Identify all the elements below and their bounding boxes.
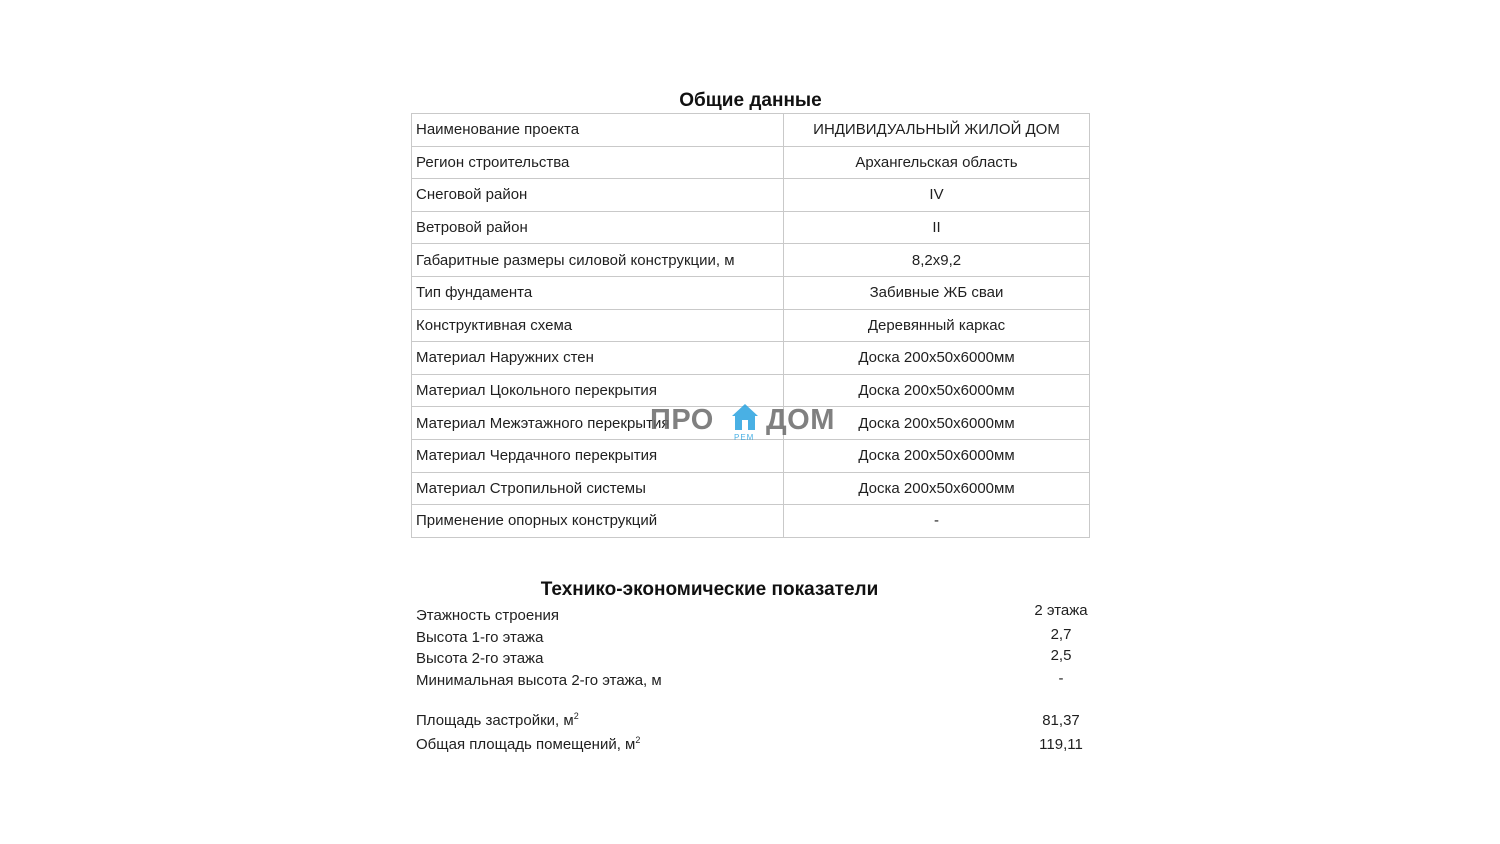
tech-row-label: Минимальная высота 2-го этажа, м (416, 672, 662, 689)
row-value: 8,2x9,2 (784, 244, 1090, 277)
table-row (412, 374, 1090, 407)
tech-row-label (416, 712, 579, 729)
tech-row (416, 672, 1096, 692)
row-label: Материал Чердачного перекрытия (412, 439, 784, 472)
tech-row (416, 649, 1096, 669)
tech-row-label: Высота 2-го этажа (416, 650, 544, 667)
row-label: Габаритные размеры силовой конструкции, м (412, 244, 784, 277)
tech-row (416, 627, 1096, 647)
row-value: Деревянный каркас (784, 309, 1090, 342)
tech-row-value: - (1058, 670, 1064, 687)
row-value: Архангельская область (784, 146, 1090, 179)
table-row (412, 505, 1090, 538)
general-data-table (411, 113, 1090, 538)
table-row (412, 211, 1090, 244)
table-row (412, 309, 1090, 342)
row-label: Материал Наружних стен (412, 342, 784, 375)
tech-row-value: 2,7 (1050, 626, 1072, 643)
tech-row-label: Этажность строения (416, 607, 560, 624)
row-label: Применение опорных конструкций (412, 505, 784, 538)
row-label: Наименование проекта (412, 114, 784, 147)
tech-row-label-text: Общая площадь помещений, м (416, 736, 636, 753)
watermark-small-text: РЕМ (734, 433, 755, 442)
row-value: Доска 200х50х6000мм (784, 439, 1090, 472)
row-label: Регион строительства (412, 146, 784, 179)
tech-row-label-sup: 2 (635, 735, 641, 745)
row-value: Забивные ЖБ сваи (784, 276, 1090, 309)
tech-row-label: Высота 1-го этажа (416, 629, 544, 646)
general-data-title: Общие данные (679, 90, 822, 111)
tech-row-label (416, 736, 640, 753)
tech-row-value: 2,5 (1050, 647, 1072, 664)
row-label: Снеговой район (412, 179, 784, 212)
row-label: Материал Цокольного перекрытия (412, 374, 784, 407)
table-row (412, 472, 1090, 505)
tech-row-value: 119,11 (1039, 736, 1083, 753)
table-row (412, 342, 1090, 375)
table-row (412, 276, 1090, 309)
tech-row (416, 712, 1096, 732)
row-value: Доска 200х50х6000мм (784, 342, 1090, 375)
table-row (412, 244, 1090, 277)
row-label: Ветровой район (412, 211, 784, 244)
tech-indicators-title: Технико-экономические показатели (540, 579, 879, 600)
watermark-word-pro: ПРО (650, 404, 714, 436)
tech-row-value: 2 этажа (1034, 602, 1088, 619)
row-label: Тип фундамента (412, 276, 784, 309)
tech-row (416, 736, 1096, 756)
tech-row-value: 81,37 (1042, 712, 1080, 729)
table-row (412, 146, 1090, 179)
tech-row-label-text: Площадь застройки, м (416, 712, 574, 729)
row-value: - (784, 505, 1090, 538)
row-label: Конструктивная схема (412, 309, 784, 342)
table-row (412, 179, 1090, 212)
row-label: Материал Межэтажного перекрытия (412, 407, 784, 440)
row-value: ИНДИВИДУАЛЬНЫЙ ЖИЛОЙ ДОМ (784, 114, 1090, 147)
row-value: II (784, 211, 1090, 244)
row-value: Доска 200х50х6000мм (784, 472, 1090, 505)
tech-row-label-sup: 2 (573, 711, 579, 721)
watermark-word-dom: ДОМ (766, 404, 835, 436)
table-row (412, 407, 1090, 440)
row-label: Материал Стропильной системы (412, 472, 784, 505)
row-value: IV (784, 179, 1090, 212)
table-row (412, 439, 1090, 472)
row-value: Доска 200х50х6000мм (784, 374, 1090, 407)
row-value: Доска 200х50х6000мм (784, 407, 1090, 440)
tech-row (416, 602, 1096, 625)
table-row (412, 114, 1090, 147)
